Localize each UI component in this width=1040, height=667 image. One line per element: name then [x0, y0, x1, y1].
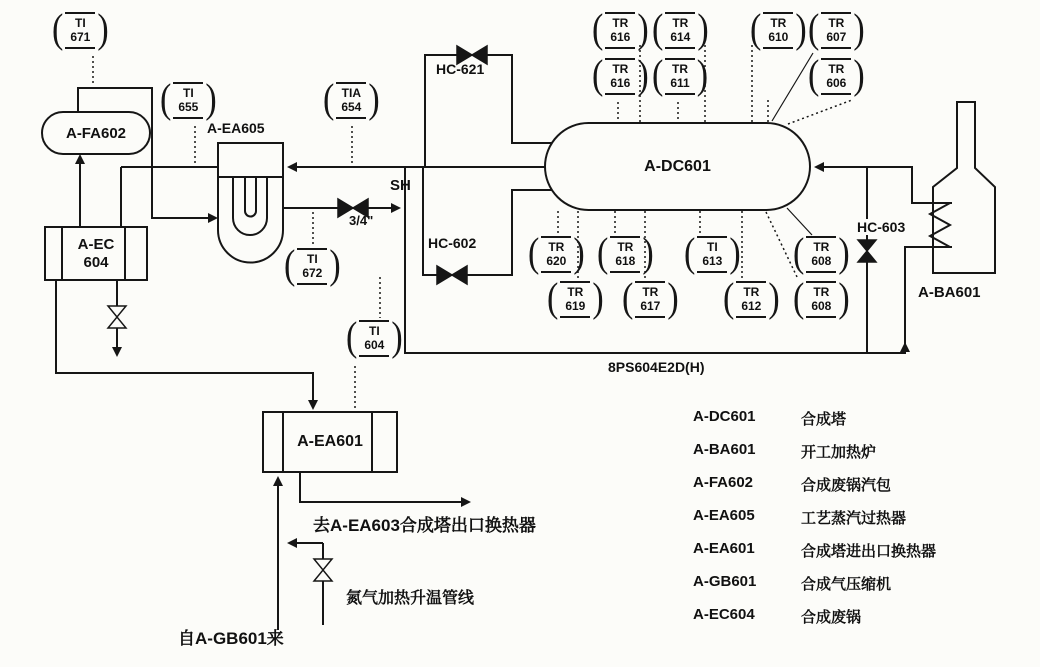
- legend-desc: 合成塔进出口换热器: [801, 543, 937, 560]
- legend-row: [693, 573, 936, 594]
- label-ec604: A-EC 604: [77, 235, 115, 271]
- valve-hc602: [437, 266, 467, 284]
- instrument-tag-tr-611: ( TR 611 ): [652, 53, 709, 98]
- instrument-tag-tia-654: ( TIA 654 ): [323, 77, 380, 122]
- instrument-tag-tr-616: ( TR 616 ): [592, 7, 649, 52]
- legend-code: A-DC601: [693, 408, 756, 425]
- label-ea601: A-EA601: [297, 433, 363, 450]
- legend-code: A-FA602: [693, 474, 754, 491]
- legend-row: [693, 441, 936, 462]
- instrument-tag-ti-672: ( TI 672 ): [284, 243, 341, 288]
- instrument-tag-ti-604: ( TI 604 ): [346, 315, 403, 360]
- legend-desc: 合成气压缩机: [801, 576, 892, 593]
- label-ea605: A-EA605: [207, 120, 265, 136]
- label-hc603: HC-603: [857, 219, 906, 235]
- legend-code: A-EC604: [693, 606, 755, 623]
- instrument-tag-tr-617: ( TR 617 ): [622, 276, 679, 321]
- instrument-tag-tr-618: ( TR 618 ): [597, 231, 654, 276]
- instrument-tag-ti-671: ( TI 671 ): [52, 7, 109, 52]
- legend-row: [693, 507, 936, 528]
- label-fa602: A-FA602: [65, 124, 127, 142]
- instrument-tag-tr-616: ( TR 616 ): [592, 53, 649, 98]
- valve-nitrogen: [314, 559, 332, 581]
- instrument-tag-ti-613: ( TI 613 ): [684, 231, 741, 276]
- legend-desc: 合成废锅: [801, 609, 862, 626]
- instrument-tag-tr-619: ( TR 619 ): [547, 276, 604, 321]
- legend-code: A-BA601: [693, 441, 756, 458]
- label-sh: SH: [390, 177, 411, 194]
- label-dc601: A-DC601: [644, 157, 711, 175]
- note-to-ea603: 去A-EA603合成塔出口换热器: [313, 516, 536, 535]
- superheater-ea605-shape: [218, 143, 283, 263]
- legend-code: A-EA601: [693, 540, 755, 557]
- label-ba601: A-BA601: [918, 284, 981, 301]
- legend-row: [693, 474, 936, 495]
- instrument-tag-tr-614: ( TR 614 ): [652, 7, 709, 52]
- valve-hc603: [858, 240, 876, 262]
- legend-desc: 工艺蒸汽过热器: [801, 510, 907, 527]
- equipment-legend: [693, 408, 936, 639]
- instrument-tag-ti-655: ( TI 655 ): [160, 77, 217, 122]
- instrument-tag-tr-612: ( TR 612 ): [723, 276, 780, 321]
- label-pipe-size: 3/4": [349, 213, 374, 228]
- legend-code: A-EA605: [693, 507, 755, 524]
- label-hc621: HC-621: [436, 61, 485, 77]
- note-nitrogen-line: 氮气加热升温管线: [346, 590, 475, 607]
- legend-desc: 合成塔: [801, 411, 847, 428]
- instrument-tag-tr-608: ( TR 608 ): [793, 231, 850, 276]
- legend-desc: 开工加热炉: [801, 444, 877, 461]
- instrument-tag-tr-610: ( TR 610 ): [750, 7, 807, 52]
- legend-row: [693, 540, 936, 561]
- label-line-number: 8PS604E2D(H): [608, 359, 705, 375]
- legend-row: [693, 606, 936, 627]
- legend-desc: 合成废锅汽包: [801, 477, 892, 494]
- legend-row: [693, 408, 936, 429]
- label-hc602: HC-602: [428, 235, 477, 251]
- legend-code: A-GB601: [693, 573, 757, 590]
- instrument-tag-tr-620: ( TR 620 ): [528, 231, 585, 276]
- instrument-tag-tr-608: ( TR 608 ): [793, 276, 850, 321]
- note-from-gb601: 自A-GB601来: [178, 629, 284, 648]
- instrument-tag-tr-607: ( TR 607 ): [808, 7, 865, 52]
- valve-ec604-drain: [108, 306, 126, 328]
- instrument-tag-tr-606: ( TR 606 ): [808, 53, 865, 98]
